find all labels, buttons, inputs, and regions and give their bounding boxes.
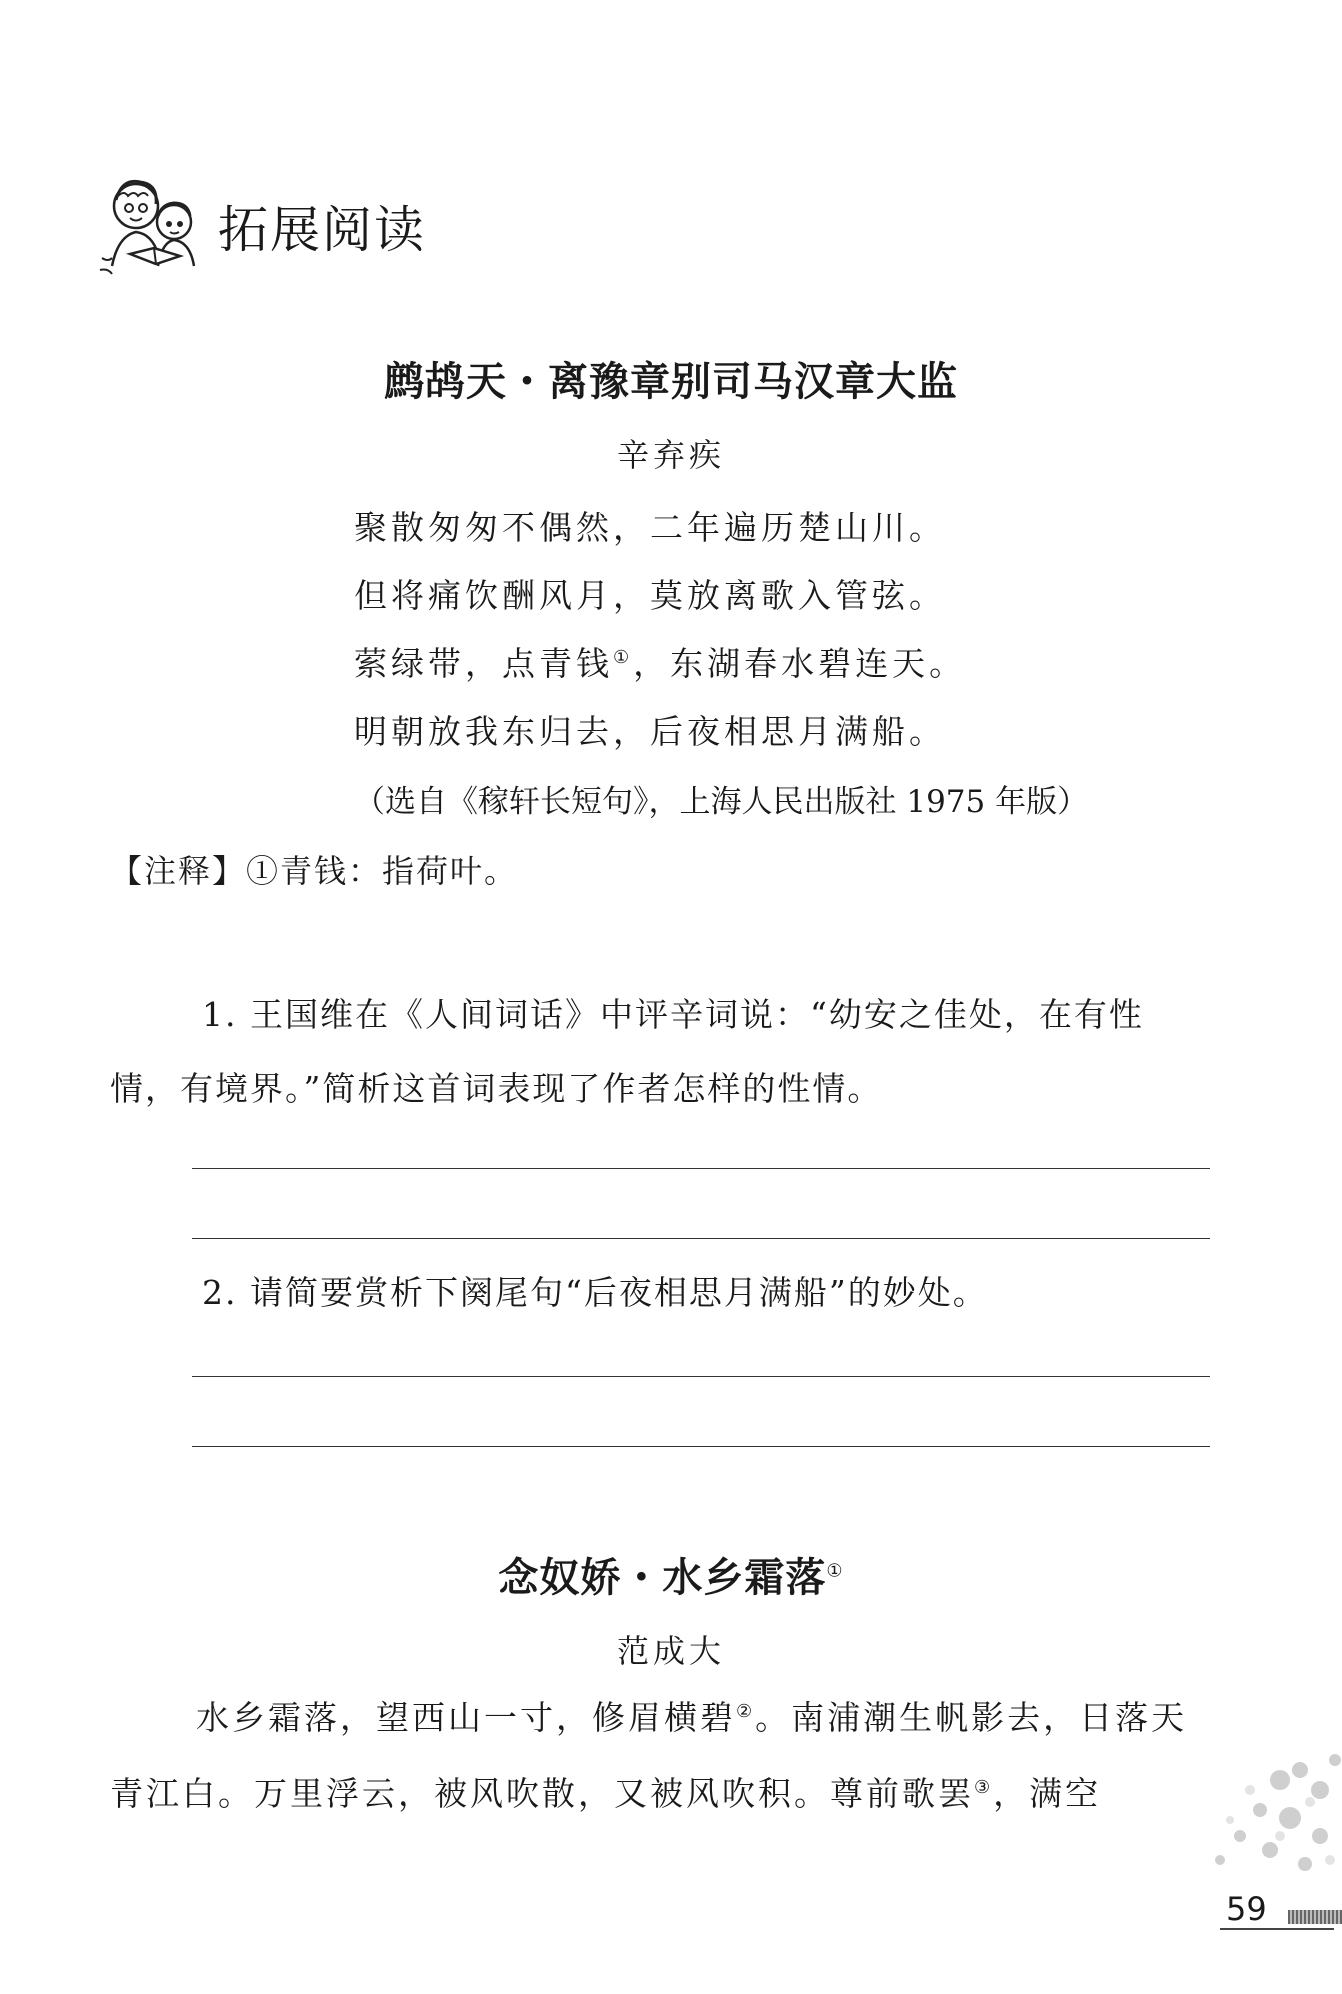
poem-1-line: 但将痛饮酬风月，莫放离歌入管弦。 bbox=[354, 576, 946, 615]
poem-1-line-text: ，东湖春水碧连天。 bbox=[633, 644, 967, 683]
answer-line[interactable] bbox=[192, 1238, 1210, 1239]
page-number-box bbox=[1212, 1888, 1342, 1932]
poem-1-author: 辛弃疾 bbox=[616, 436, 725, 474]
page-number-underline bbox=[1220, 1928, 1334, 1930]
answer-line[interactable] bbox=[192, 1376, 1210, 1377]
answer-line[interactable] bbox=[192, 1446, 1210, 1447]
section-header bbox=[96, 166, 426, 286]
footnote-marker: ② bbox=[736, 1701, 756, 1722]
reading-children-icon bbox=[96, 170, 208, 282]
poem-1-source: （选自《稼轩长短句》，上海人民出版社 1975 年版） bbox=[354, 784, 1089, 820]
poem-2-text-segment: 。南浦潮生帆影去，日落天青江白。万里浮云，被风吹散，又被风吹积。尊前歌罢 bbox=[110, 1698, 1188, 1813]
question-1-text: 1. 王国维在《人间词话》中评辛词说：“幼安之佳处，在有性情，有境界。”简析这首词表现了作者怎样的性情。 bbox=[110, 995, 1144, 1108]
page-number: 59 bbox=[1226, 1890, 1267, 1928]
answer-line[interactable] bbox=[192, 1168, 1210, 1169]
poem-1-title: 鹧鸪天・离豫章别司马汉章大监 bbox=[384, 359, 958, 405]
page-number-bar bbox=[1288, 1910, 1342, 1924]
poem-1-line bbox=[354, 638, 966, 685]
poem-2-text bbox=[110, 1680, 1220, 1832]
footnote-marker: ③ bbox=[974, 1777, 994, 1798]
question-1 bbox=[110, 978, 1210, 1126]
question-2-text: 2. 请简要赏析下阕尾句“后夜相思月满船”的妙处。 bbox=[202, 1273, 988, 1312]
poem-1-line-text: 萦绿带，点青钱 bbox=[354, 644, 613, 683]
poem-1-annotation: 【注释】①青钱：指荷叶。 bbox=[110, 852, 519, 890]
poem-2-title-text: 念奴娇・水乡霜落 bbox=[498, 1555, 827, 1601]
footnote-marker: ① bbox=[613, 647, 634, 668]
poem-2-text-segment: ，满空 bbox=[993, 1774, 1102, 1813]
poem-2-title bbox=[0, 1546, 1342, 1603]
poem-1-line: 明朝放我东归去，后夜相思月满船。 bbox=[354, 712, 946, 751]
section-title: 拓展阅读 bbox=[218, 201, 426, 259]
footnote-marker: ① bbox=[826, 1560, 844, 1582]
corner-flower-decoration-icon bbox=[1160, 1740, 1342, 1890]
poem-1-line: 聚散匆匆不偶然，二年遍历楚山川。 bbox=[354, 508, 946, 547]
poem-2-author: 范成大 bbox=[616, 1632, 725, 1670]
question-2 bbox=[110, 1256, 1210, 1330]
poem-2-text-segment: 水乡霜落，望西山一寸，修眉横碧 bbox=[196, 1698, 736, 1737]
